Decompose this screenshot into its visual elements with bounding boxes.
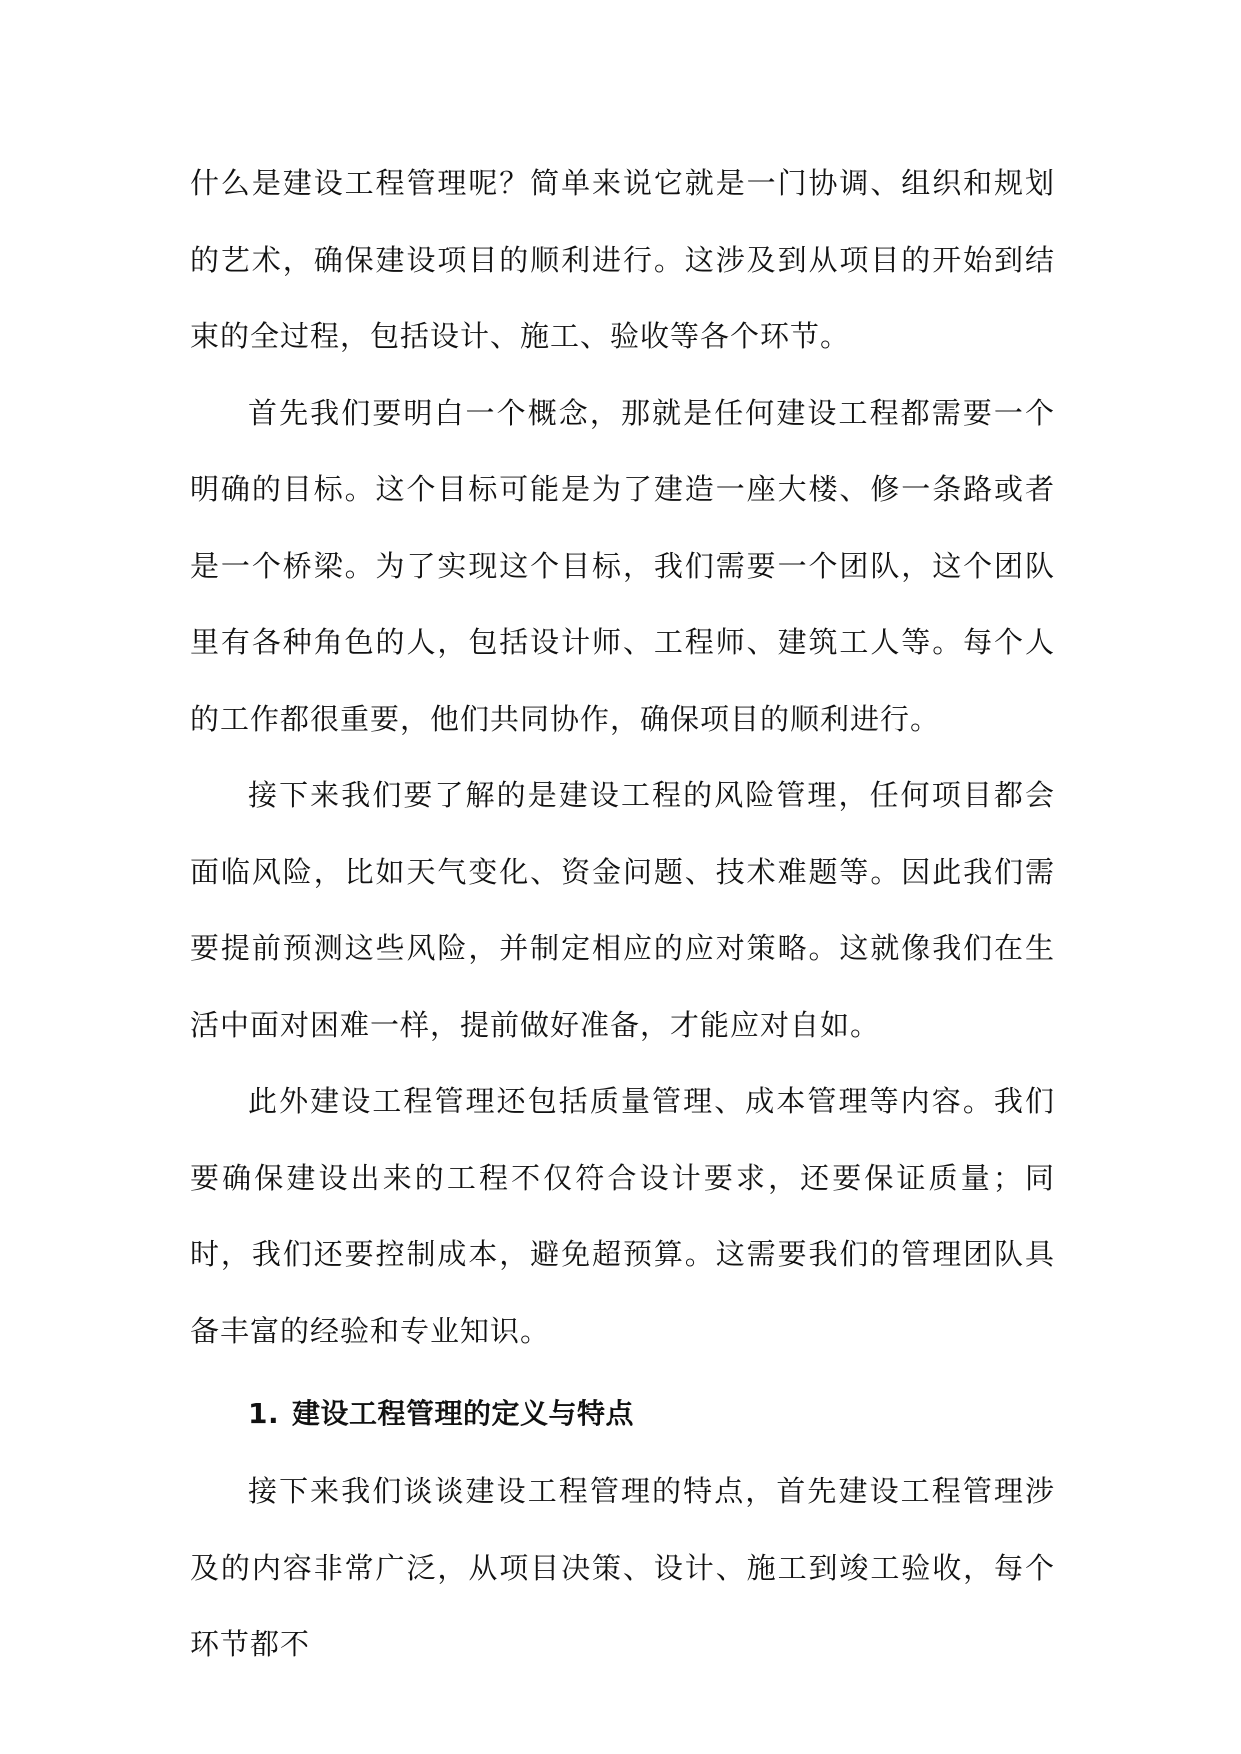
section-heading — [190, 1375, 1055, 1453]
document-page — [190, 145, 1055, 1683]
section-heading-number: 1. — [248, 1397, 280, 1430]
paragraph-characteristics: 接下来我们谈谈建设工程管理的特点，首先建设工程管理涉及的内容非常广泛，从项目决策、设计、施工到竣工验收，每个环节都不 — [190, 1474, 1055, 1661]
paragraph-goal-team: 首先我们要明白一个概念，那就是任何建设工程都需要一个明确的目标。这个目标可能是为了建造一座大楼、修一条路或者是一个桥梁。为了实现这个目标，我们需要一个团队，这个团队里有各种角色的人，包括设计师、工程师、建筑工人等。每个人的工作都很重要，他们共同协作，确保项目的顺利进行。 — [190, 395, 1055, 736]
paragraph-quality-cost: 此外建设工程管理还包括质量管理、成本管理等内容。我们要确保建设出来的工程不仅符合设计要求，还要保证质量；同时，我们还要控制成本，避免超预算。这需要我们的管理团队具备丰富的经验和专业知识。 — [190, 1084, 1055, 1348]
section-heading-text: 建设工程管理的定义与特点 — [292, 1397, 635, 1430]
paragraph-risk-management: 接下来我们要了解的是建设工程的风险管理，任何项目都会面临风险，比如天气变化、资金问题、技术难题等。因此我们需要提前预测这些风险，并制定相应的应对策略。这就像我们在生活中面对困难一样，提前做好准备，才能应对自如。 — [190, 778, 1055, 1042]
paragraph-intro: 什么是建设工程管理呢？简单来说它就是一门协调、组织和规划的艺术，确保建设项目的顺利进行。这涉及到从项目的开始到结束的全过程，包括设计、施工、验收等各个环节。 — [190, 166, 1055, 353]
